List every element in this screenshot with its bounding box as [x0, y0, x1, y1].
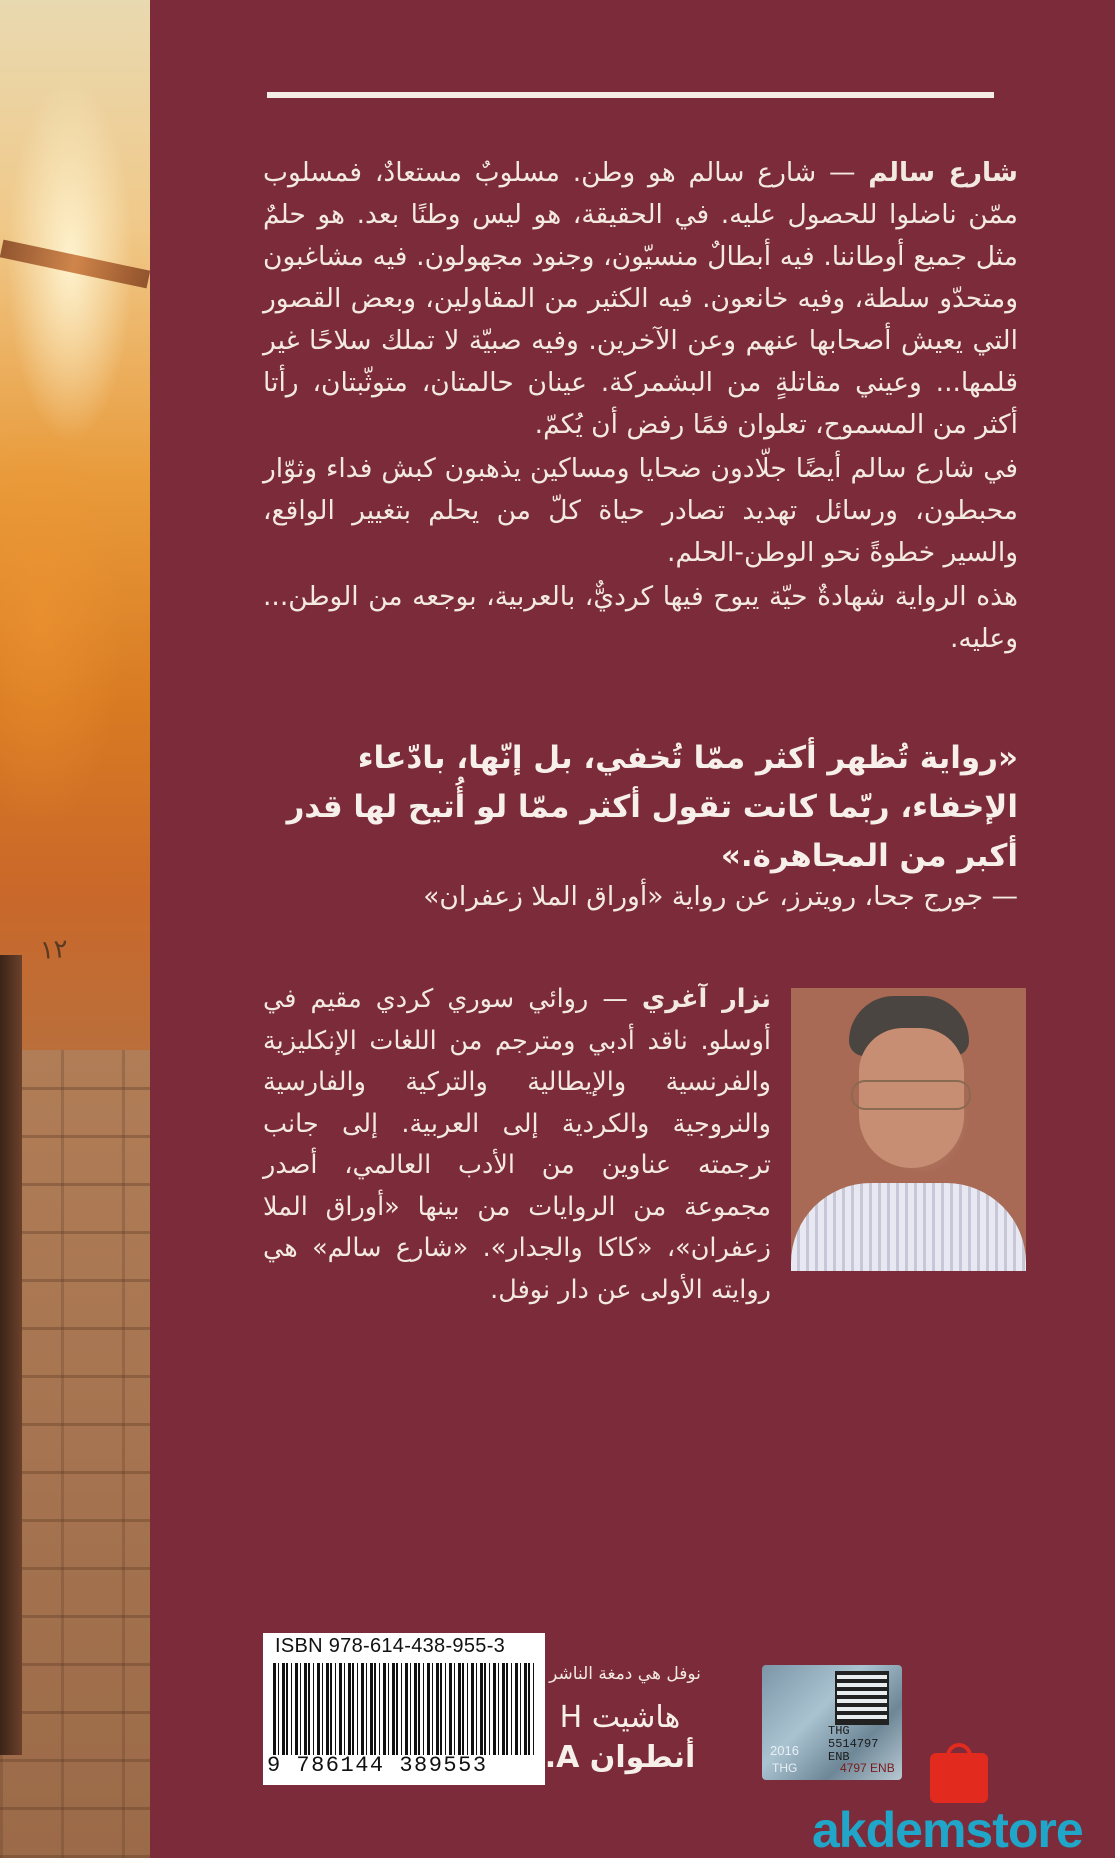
publisher-logo-line-2: أنطوان A. — [544, 1740, 696, 1775]
isbn-barcode-box — [263, 1633, 545, 1785]
author-name: نزار آغري — [641, 984, 771, 1014]
hologram-thg: THG — [772, 1761, 798, 1775]
stone-wall — [0, 1050, 150, 1858]
rope-decoration — [0, 240, 150, 289]
synopsis-title: شارع سالم — [868, 157, 1018, 188]
synopsis-paragraph-1 — [263, 152, 1018, 446]
review-quote-source: — جورج جحا، رويترز، عن رواية «أوراق الملا زعفران» — [423, 881, 1018, 912]
hologram-enb: 4797 ENB — [840, 1761, 895, 1775]
review-quote: «رواية تُظهر أكثر ممّا تُخفي، بل إنّها، بادّعاء الإخفاء، ربّما كانت تقول أكثر ممّا لو أُتيح لها قدر أكبر من المجاهرة.» — [286, 740, 1018, 874]
publisher-tagline: نوفل هي دمغة الناشر — [549, 1664, 701, 1684]
author-bio — [263, 979, 771, 1311]
store-bag-icon — [930, 1753, 988, 1803]
hologram-sticker — [762, 1665, 902, 1780]
door-frame — [0, 955, 22, 1755]
publisher-logo-line-1: هاشيت H — [559, 1700, 681, 1735]
synopsis — [263, 152, 1018, 662]
barcode-digits: 9 786144 389553 — [267, 1753, 488, 1778]
author-bio-text: — روائي سوري كردي مقيم في أوسلو. ناقد أدبي ومترجم من اللغات الإنكليزية والفرنسية والإيطالية والتركية والفارسية والنروجية والكردية إلى العربية. إلى جانب ترجمته عناوين من الأدب العالمي، أصدر مجموعة من الروايات من بينها «أوراق الملا زعفران»، «كاكا والجدار». «شارع سالم» هي روايته الأولى عن دار نوفل. — [263, 984, 771, 1305]
top-divider — [267, 92, 994, 98]
barcode — [273, 1663, 535, 1755]
qr-code-icon — [837, 1673, 887, 1723]
synopsis-text-1: — شارع سالم هو وطن. مسلوبٌ مستعادٌ، فمسلوب ممّن ناضلوا للحصول عليه. في الحقيقة، هو ليس وطنًا بعد. هو حلمٌ مثل جميع أوطاننا. فيه أبطالٌ منسيّون، وجنود مجهولون. فيه مشاغبون ومتحدّو سلطة، وفيه خانعون. فيه الكثير من المقاولين، وبعض القصور التي يعيش أصحابها عنهم وعن الآخرين. وفيه صبيّة لا تملك سلاحًا غير قلمها... وعيني مقاتلةٍ من البشمركة. عينان حالمتان، متوثّبتان، رأتا أكثر من المسموح، تعلوان فمًا رفض أن يُكمّ. — [263, 157, 1018, 440]
author-photo — [791, 988, 1026, 1271]
isbn-label: ISBN 978-614-438-955-3 — [275, 1635, 506, 1657]
publisher-logo — [520, 1698, 720, 1778]
synopsis-paragraph-3: هذه الرواية شهادةٌ حيّة يبوح فيها كرديٌّ، بالعربية، بوجعه من الوطن... وعليه. — [263, 581, 1018, 654]
synopsis-paragraph-2: في شارع سالم أيضًا جلّادون ضحايا ومساكين يذهبون كبش فداء وثوّار محبطون، ورسائل تهديد تصادر حياة كلّ من يحلم بتغيير الواقع، والسير خطوةً نحو الوطن-الحلم. — [263, 453, 1018, 568]
hologram-code: THG 5514797 ENB — [828, 1724, 879, 1764]
hologram-year: 2016 — [770, 1743, 799, 1758]
house-number-plaque: ١٢ — [38, 934, 69, 966]
cover-photo-strip — [0, 0, 150, 1858]
store-watermark: akdemstore — [812, 1802, 1083, 1858]
